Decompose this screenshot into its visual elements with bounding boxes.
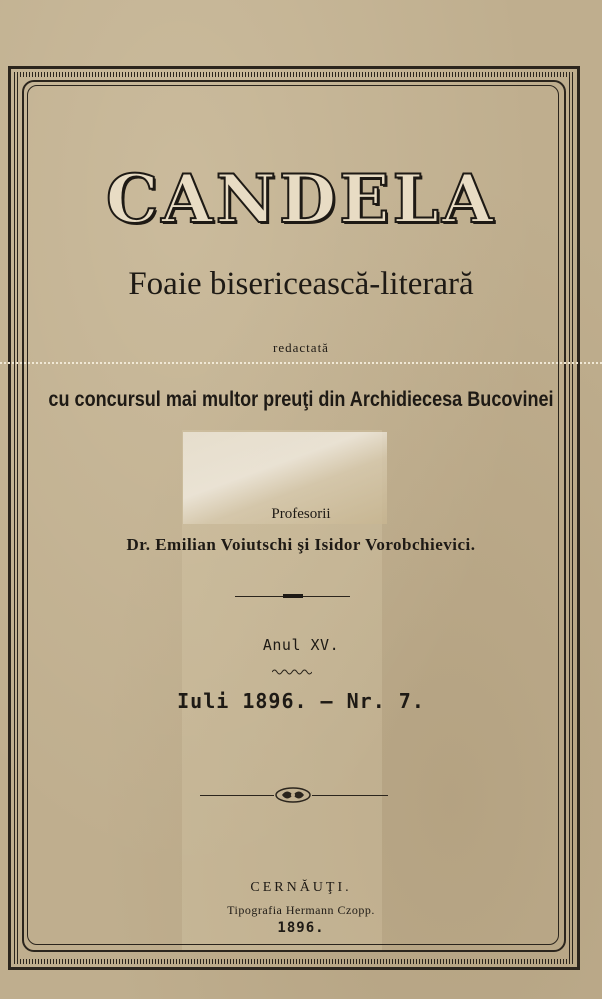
printer-name: Tipografia Hermann Czopp. [227, 903, 375, 917]
publication-city: CERNĂUŢI. [250, 880, 352, 895]
journal-subtitle: Foaie bisericească-literară [128, 266, 474, 302]
separator-dash [283, 594, 303, 598]
fleuron-ornament-icon [274, 786, 312, 804]
issue-date: Iuli 1896. — Nr. 7. [177, 689, 425, 713]
journal-title: CANDELA [105, 160, 497, 238]
wavy-ornament-icon [272, 668, 312, 676]
volume-label: Anul XV. [262, 636, 340, 654]
edited-label: redactată [273, 340, 329, 355]
editor-names: Dr. Emilian Voiutschi şi Isidor Vorobchievici. [126, 535, 476, 554]
dotted-rule [0, 362, 602, 364]
publication-year: 1896. [277, 920, 325, 936]
contributors-line: cu concursul mai multor preuţi din Archidiecesa Bucovinei [48, 388, 554, 411]
professors-label: Profesorii [271, 506, 331, 522]
ornament-rule-left [200, 795, 274, 796]
ornament-rule-right [312, 795, 388, 796]
